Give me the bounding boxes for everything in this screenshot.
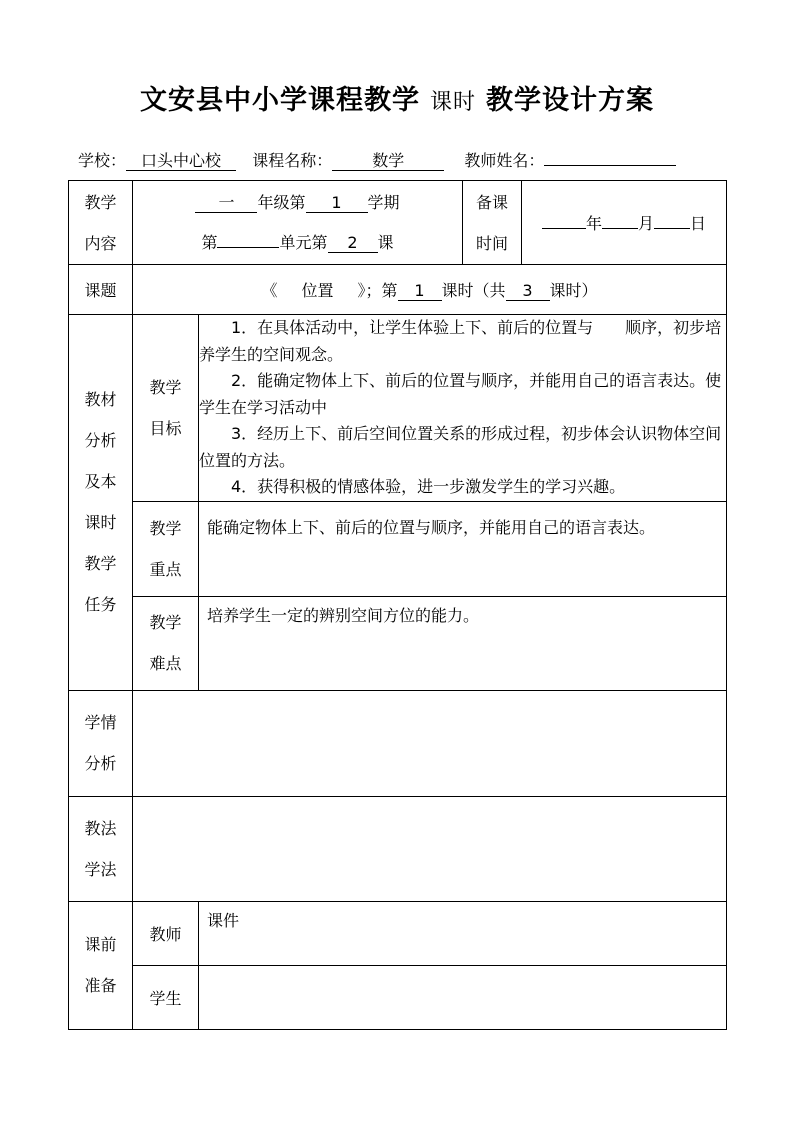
year-field[interactable]: [542, 228, 586, 229]
methods-row: [69, 796, 727, 901]
prep-time-label: 备课 时间: [463, 181, 522, 265]
goals-row: [69, 315, 727, 502]
lesson-field[interactable]: 2: [328, 234, 378, 253]
prep-teacher-text: 课件: [199, 901, 727, 965]
prep-student-label: 学生: [133, 965, 199, 1029]
period-field[interactable]: 1: [398, 282, 442, 301]
title-right: 教学设计方案: [486, 85, 654, 116]
topic-cell: 《 位置 》；第 1 课时（共 3 课时）: [133, 265, 727, 315]
goal-item: 2．能确定物体上下、前后的位置与顺序，并能用自己的语言表达。使学生在学习活动中: [199, 371, 722, 417]
topic-label: 课题: [69, 265, 133, 315]
key-row: [69, 501, 727, 596]
info-line: [78, 148, 676, 171]
goals-label: 教学 目标: [133, 315, 199, 502]
topic-title: 位置: [301, 281, 334, 300]
prep-date-cell: 年 月 日: [522, 181, 727, 265]
situation-text[interactable]: [133, 690, 727, 796]
course-field[interactable]: 数学: [332, 152, 444, 171]
topic-row: [69, 265, 727, 315]
content-label: 教学 内容: [69, 181, 133, 265]
situation-label: 学情 分析: [69, 690, 133, 796]
lesson-plan-table: [68, 180, 727, 1030]
school-field[interactable]: 口头中心校: [126, 152, 236, 171]
prep-teacher-label: 教师: [133, 901, 199, 965]
key-text: 能确定物体上下、前后的位置与顺序，并能用自己的语言表达。: [199, 501, 727, 596]
goal-item: 4．获得积极的情感体验，进一步激发学生的学习兴趣。: [231, 477, 626, 496]
title-left: 文安县中小学课程教学: [139, 85, 420, 116]
school-label: 学校：: [78, 151, 127, 170]
page-title: [0, 78, 794, 117]
prep-teacher-row: [69, 901, 727, 965]
goal-item: 1．在具体活动中，让学生体验上下、前后的位置与 顺序，初步培养学生的空间观念。: [199, 318, 722, 364]
difficulty-row: [69, 596, 727, 690]
course-label: 课程名称：: [252, 151, 333, 170]
month-field[interactable]: [602, 228, 638, 229]
methods-label: 教法 学法: [69, 796, 133, 901]
content-cell: 一 年级第 1 学期 第 单元第 2 课: [133, 181, 463, 265]
total-field[interactable]: 3: [506, 282, 550, 301]
title-mid: 课时: [429, 90, 476, 115]
methods-text[interactable]: [133, 796, 727, 901]
day-field[interactable]: [654, 228, 690, 229]
content-row: [69, 181, 727, 265]
prep-label: 课前 准备: [69, 901, 133, 1029]
grade-field[interactable]: 一: [195, 194, 257, 213]
difficulty-label: 教学 难点: [133, 596, 199, 690]
prep-student-text[interactable]: [199, 965, 727, 1029]
unit-field[interactable]: [217, 247, 279, 248]
prep-student-row: [69, 965, 727, 1029]
goals-text: [199, 315, 727, 502]
difficulty-text: 培养学生一定的辨别空间方位的能力。: [199, 596, 727, 690]
analysis-label: 教材 分析 及本 课时 教学 任务: [69, 315, 133, 691]
teacher-field[interactable]: [544, 165, 676, 166]
key-label: 教学 重点: [133, 501, 199, 596]
situation-row: [69, 690, 727, 796]
semester-field[interactable]: 1: [306, 194, 368, 213]
teacher-label: 教师姓名：: [464, 151, 545, 170]
goal-item: 3．经历上下、前后空间位置关系的形成过程，初步体会认识物体空间位置的方法。: [199, 424, 722, 470]
